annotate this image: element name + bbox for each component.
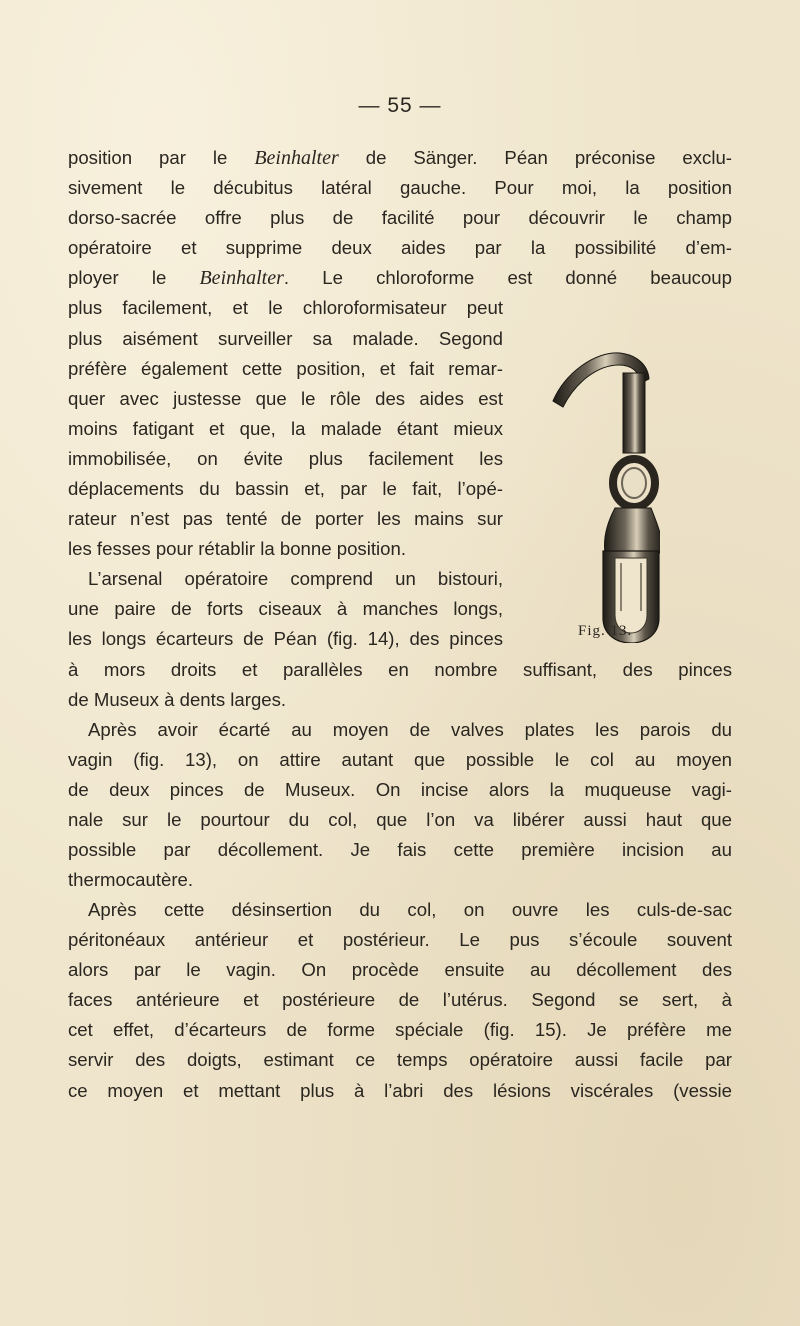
text-line: moins fatigant et que, la malade étant mieux bbox=[68, 418, 503, 439]
text-line: plus facilement, et le chloroformisateur peut bbox=[68, 297, 503, 318]
italic-term: Beinhalter bbox=[254, 147, 339, 169]
text-line: ce moyen et mettant plus à l’abri des lésions viscérales (vessie bbox=[68, 1080, 732, 1101]
text-line: de Museux à dents larges. bbox=[68, 689, 287, 710]
text-line: une paire de forts ciseaux à manches longs, bbox=[68, 598, 503, 619]
text-line: cet effet, d’écarteurs de forme spéciale (fig. 15). Je préfère me bbox=[68, 1019, 732, 1040]
text-line: préfère également cette position, et fait remar- bbox=[68, 358, 503, 379]
text-line: quer avec justesse que le rôle des aides est bbox=[68, 388, 503, 409]
page-number: — 55 — bbox=[358, 94, 442, 117]
text-line: plus aisément surveiller sa malade. Segond bbox=[68, 328, 503, 349]
text-line: servir des doigts, estimant ce temps opératoire aussi facile par bbox=[68, 1049, 732, 1070]
text-line: les longs écarteurs de Péan (fig. 14), des pinces bbox=[68, 628, 503, 649]
text-line: opératoire et supprime deux aides par la possibilité d’em- bbox=[68, 237, 732, 258]
text-line: ployer le Beinhalter. Le chloroforme est donné beaucoup bbox=[68, 267, 732, 289]
text-line: péritonéaux antérieur et postérieur. Le pus s’écoule souvent bbox=[68, 929, 732, 950]
text-line: de deux pinces de Museux. On incise alors la muqueuse vagi- bbox=[68, 779, 732, 800]
text-line: nale sur le pourtour du col, que l’on va libérer aussi haut que bbox=[68, 809, 732, 830]
text-line: dorso-sacrée offre plus de facilité pour découvrir le champ bbox=[68, 207, 732, 228]
text-line: faces antérieure et postérieure de l’utérus. Segond se sert, à bbox=[68, 989, 732, 1010]
text-line: déplacements du bassin et, par le fait, l’opé- bbox=[68, 478, 503, 499]
text-line: Après avoir écarté au moyen de valves plates les parois du bbox=[88, 719, 732, 740]
text-line: vagin (fig. 13), on attire autant que possible le col au moyen bbox=[68, 749, 732, 770]
text-line: alors par le vagin. On procède ensuite au décollement des bbox=[68, 959, 732, 980]
text-line: Après cette désinsertion du col, on ouvre les culs-de-sac bbox=[88, 899, 732, 920]
text-line: thermocautère. bbox=[68, 869, 194, 890]
figure-caption: Fig. 13. bbox=[578, 623, 633, 639]
text-line: L’arsenal opératoire comprend un bistouri, bbox=[88, 568, 503, 589]
text-line: immobilisée, on évite plus facilement les bbox=[68, 448, 503, 469]
italic-term: Beinhalter bbox=[199, 267, 284, 289]
text-line: les fesses pour rétablir la bonne position. bbox=[68, 538, 406, 559]
speculum-illustration bbox=[545, 343, 660, 643]
text-line: à mors droits et parallèles en nombre suffisant, des pinces bbox=[68, 659, 732, 680]
text-line: sivement le décubitus latéral gauche. Pour moi, la position bbox=[68, 177, 732, 198]
text-line: possible par décollement. Je fais cette première incision au bbox=[68, 839, 732, 860]
text-line: position par le Beinhalter de Sänger. Péan préconise exclu- bbox=[68, 147, 732, 169]
text-line: rateur n’est pas tenté de porter les mains sur bbox=[68, 508, 503, 529]
